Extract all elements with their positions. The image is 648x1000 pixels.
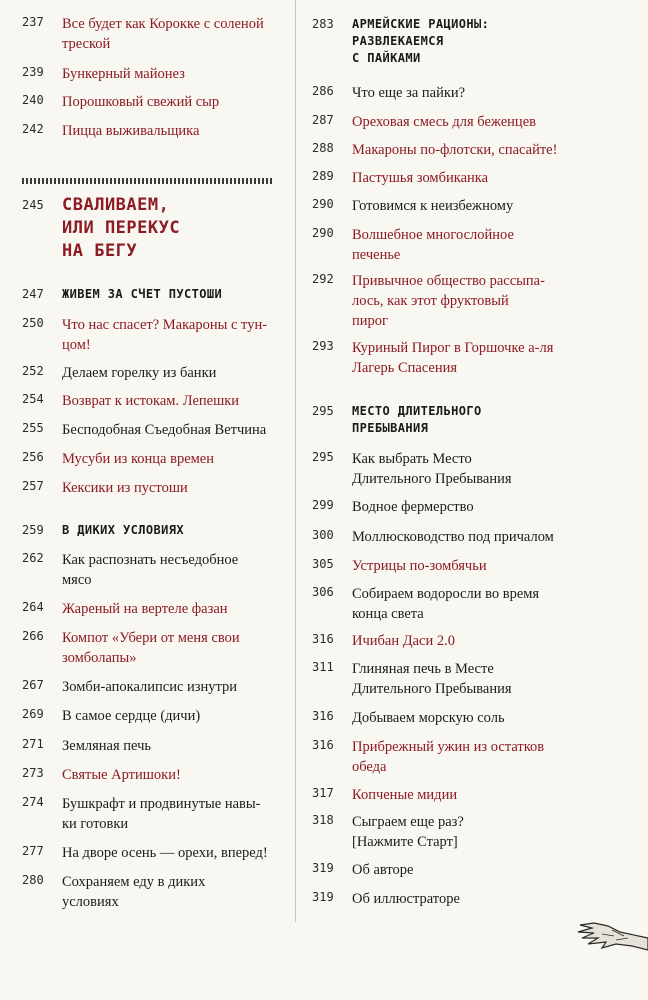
entry-title xyxy=(62,872,286,912)
title-line: МЕСТО ДЛИТЕЛЬНОГО xyxy=(352,404,482,418)
page-number: 242 xyxy=(22,122,44,136)
section-title xyxy=(62,522,286,539)
page-number: 239 xyxy=(22,65,44,79)
page-number: 306 xyxy=(312,585,334,599)
title-line: Ичибан Даси 2.0 xyxy=(352,633,455,649)
title-line: конца света xyxy=(352,606,424,622)
title-line: Жареный на вертеле фазан xyxy=(62,601,228,617)
title-line: Глиняная печь в Месте xyxy=(352,661,494,677)
page-number: 266 xyxy=(22,629,44,643)
page-number: 240 xyxy=(22,93,44,107)
title-line: ЖИВЕМ ЗА СЧЕТ ПУСТОШИ xyxy=(62,287,223,301)
title-line: Моллюсководство под причалом xyxy=(352,529,554,545)
entry-title xyxy=(62,599,286,619)
entry-title xyxy=(352,812,640,852)
page-number: 316 xyxy=(312,738,334,752)
page-number: 290 xyxy=(312,197,334,211)
page-number: 300 xyxy=(312,528,334,542)
page-number: 290 xyxy=(312,226,334,240)
page-number: 305 xyxy=(312,557,334,571)
title-line: Компот «Убери от меня свои xyxy=(62,630,240,646)
entry-title xyxy=(352,527,640,547)
section-title xyxy=(352,403,640,437)
section-title xyxy=(62,286,286,303)
entry-title xyxy=(352,497,640,517)
title-line: Пастушья зомбиканка xyxy=(352,170,489,186)
entry-title xyxy=(352,584,640,624)
page-number: 271 xyxy=(22,737,44,751)
title-line: ПРЕБЫВАНИЯ xyxy=(352,421,429,435)
title-line: Что нас спасет? Макароны с тун- xyxy=(62,317,268,333)
zombie-hand-icon xyxy=(572,916,648,960)
entry-title xyxy=(352,889,640,909)
entry-title xyxy=(62,420,286,440)
entry-title xyxy=(62,765,286,785)
title-line: Бесподобная Съедобная Ветчина xyxy=(62,422,267,438)
title-line: Привычное общество рассыпа- xyxy=(352,273,545,289)
title-line: Бушкрафт и продвинутые навы- xyxy=(62,796,261,812)
entry-title xyxy=(62,363,286,383)
title-line: Кексики из пустоши xyxy=(62,480,188,496)
title-line: Об авторе xyxy=(352,862,414,878)
title-line: Делаем горелку из банки xyxy=(62,365,217,381)
title-line: обеда xyxy=(352,759,387,775)
title-line: Макароны по-флотски, спасайте! xyxy=(352,142,558,158)
title-line: печенье xyxy=(352,247,401,263)
page-number: 259 xyxy=(22,523,44,537)
page-number: 255 xyxy=(22,421,44,435)
title-line: Волшебное многослойное xyxy=(352,227,514,243)
entry-title xyxy=(352,83,640,103)
entry-title xyxy=(352,556,640,576)
entry-title xyxy=(62,677,286,697)
entry-title xyxy=(352,659,640,699)
entry-title xyxy=(62,121,286,141)
page-number: 293 xyxy=(312,339,334,353)
page-number: 250 xyxy=(22,316,44,330)
page-number: 274 xyxy=(22,795,44,809)
page-number: 316 xyxy=(312,709,334,723)
page-number: 319 xyxy=(312,861,334,875)
page-number: 273 xyxy=(22,766,44,780)
page-number: 257 xyxy=(22,479,44,493)
entry-title xyxy=(62,736,286,756)
page-number: 299 xyxy=(312,498,334,512)
entry-title xyxy=(352,785,640,805)
page-number: 280 xyxy=(22,873,44,887)
title-line: Устрицы по-зомбячьи xyxy=(352,558,487,574)
title-line: зомболапы» xyxy=(62,650,137,666)
title-line: Длительного Пребывания xyxy=(352,471,512,487)
entry-title xyxy=(352,225,640,265)
title-line: Прибрежный ужин из остатков xyxy=(352,739,545,755)
title-line: Об иллюстраторе xyxy=(352,891,460,907)
page-number: 318 xyxy=(312,813,334,827)
title-line: Копченые мидии xyxy=(352,787,458,803)
page-number: 317 xyxy=(312,786,334,800)
page-number: 245 xyxy=(22,198,44,212)
title-line: ИЛИ ПЕРЕКУС xyxy=(62,218,181,238)
entry-title xyxy=(352,338,640,378)
title-line: РАЗВЛЕКАЕМСЯ xyxy=(352,34,444,48)
title-line: Куриный Пирог в Горшочке а-ля xyxy=(352,340,554,356)
entry-title xyxy=(62,315,286,355)
entry-title xyxy=(352,737,640,777)
page-number: 316 xyxy=(312,632,334,646)
title-line: СВАЛИВАЕМ, xyxy=(62,195,170,215)
title-line: Все будет как Корокке с соленой xyxy=(62,16,264,32)
title-line: НА БЕГУ xyxy=(62,241,138,261)
title-line: треской xyxy=(62,36,111,52)
page-number: 264 xyxy=(22,600,44,614)
entry-title xyxy=(62,92,286,112)
title-line: Добываем морскую соль xyxy=(352,710,505,726)
entry-title xyxy=(62,843,286,863)
page-number: 295 xyxy=(312,404,334,418)
title-line: лось, как этот фруктовый xyxy=(352,293,509,309)
page-number: 292 xyxy=(312,272,334,286)
page-number: 287 xyxy=(312,113,334,127)
title-line: С ПАЙКАМИ xyxy=(352,51,421,65)
title-line: Собираем водоросли во время xyxy=(352,586,540,602)
title-line: Ореховая смесь для беженцев xyxy=(352,114,536,130)
entry-title xyxy=(352,708,640,728)
entry-title xyxy=(62,64,286,84)
entry-title xyxy=(62,550,286,590)
page-number: 288 xyxy=(312,141,334,155)
title-line: цом! xyxy=(62,337,91,353)
page-number: 247 xyxy=(22,287,44,301)
entry-title xyxy=(352,168,640,188)
title-line: Сохраняем еду в диких xyxy=(62,874,206,890)
title-line: Лагерь Спасения xyxy=(352,360,458,376)
title-line: Как выбрать Место xyxy=(352,451,472,467)
page-number: 267 xyxy=(22,678,44,692)
entry-title xyxy=(352,449,640,489)
page-number: 256 xyxy=(22,450,44,464)
title-line: Возврат к истокам. Лепешки xyxy=(62,393,240,409)
page-number: 295 xyxy=(312,450,334,464)
chapter-title xyxy=(62,194,286,263)
entry-title xyxy=(62,628,286,668)
title-line: Водное фермерство xyxy=(352,499,474,515)
title-line: пирог xyxy=(352,313,388,329)
entry-title xyxy=(352,196,640,216)
page-number: 254 xyxy=(22,392,44,406)
entry-title xyxy=(352,140,640,160)
page-number: 319 xyxy=(312,890,334,904)
page-number: 286 xyxy=(312,84,334,98)
page-number: 262 xyxy=(22,551,44,565)
title-line: Мусуби из конца времен xyxy=(62,451,215,467)
title-line: Длительного Пребывания xyxy=(352,681,512,697)
page-number: 311 xyxy=(312,660,334,674)
title-line: В самое сердце (дичи) xyxy=(62,708,201,724)
entry-title xyxy=(352,860,640,880)
title-line: Сыграем еще раз? xyxy=(352,814,464,830)
title-line: На дворе осень — орехи, вперед! xyxy=(62,845,268,861)
entry-title xyxy=(352,631,640,651)
title-line: условиях xyxy=(62,894,119,910)
page-number: 283 xyxy=(312,17,334,31)
title-line: Бункерный майонез xyxy=(62,66,185,82)
title-line: Порошковый свежий сыр xyxy=(62,94,220,110)
title-line: В ДИКИХ УСЛОВИЯХ xyxy=(62,523,184,537)
entry-title xyxy=(62,449,286,469)
page-number: 252 xyxy=(22,364,44,378)
entry-title xyxy=(62,391,286,411)
chapter-divider xyxy=(22,178,274,184)
entry-title xyxy=(62,706,286,726)
entry-title xyxy=(352,112,640,132)
title-line: Пицца выживальщика xyxy=(62,123,200,139)
entry-title xyxy=(352,271,640,331)
column-separator xyxy=(295,0,296,922)
title-line: АРМЕЙСКИЕ РАЦИОНЫ: xyxy=(352,17,490,31)
section-title xyxy=(352,16,640,67)
title-line: Земляная печь xyxy=(62,738,152,754)
title-line: Зомби-апокалипсис изнутри xyxy=(62,679,238,695)
page-number: 277 xyxy=(22,844,44,858)
entry-title xyxy=(62,14,286,54)
page-number: 237 xyxy=(22,15,44,29)
title-line: [Нажмите Старт] xyxy=(352,834,458,850)
title-line: Как распознать несъедобное xyxy=(62,552,239,568)
title-line: мясо xyxy=(62,572,92,588)
page-number: 289 xyxy=(312,169,334,183)
page-number: 269 xyxy=(22,707,44,721)
title-line: ки готовки xyxy=(62,816,129,832)
entry-title xyxy=(62,478,286,498)
entry-title xyxy=(62,794,286,834)
title-line: Святые Артишоки! xyxy=(62,767,181,783)
title-line: Что еще за пайки? xyxy=(352,85,466,101)
title-line: Готовимся к неизбежному xyxy=(352,198,514,214)
